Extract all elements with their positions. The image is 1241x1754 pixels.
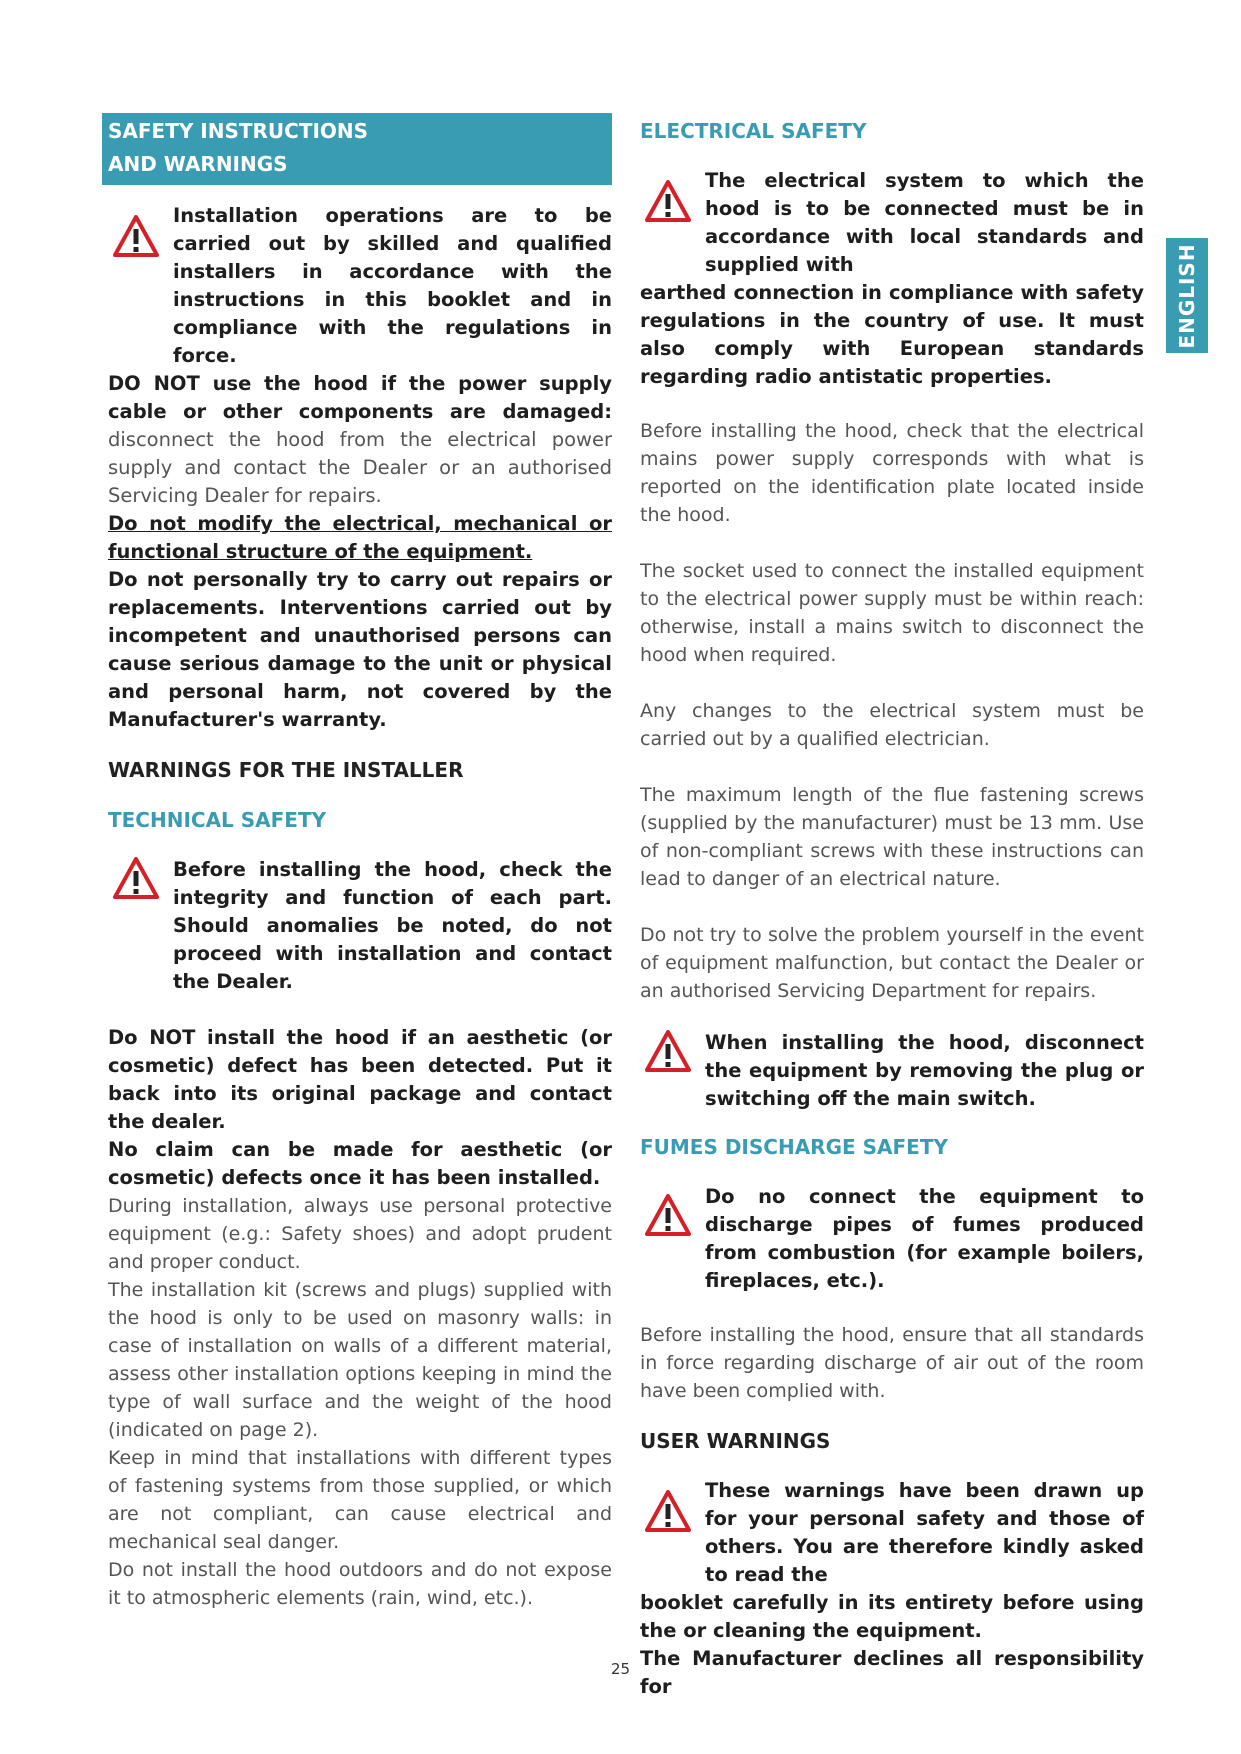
warning-triangle-icon: [644, 179, 692, 223]
section-header-safety: [102, 113, 612, 185]
warning-triangle-icon: [112, 856, 160, 900]
electrical-safety-heading: ELECTRICAL SAFETY: [640, 119, 867, 143]
paragraph-changes: Any changes to the electrical system must be carried out by a qualified electrician.: [640, 700, 1144, 750]
paragraph-kit: The installation kit (screws and plugs) supplied with the hood is only to be used on masonry walls: in case of installation on walls of a different material, assess other installation options keeping in mind the type of wall surface and the weight of the hood (indicated on page 2).: [108, 1279, 612, 1441]
right-column: [640, 113, 1144, 1701]
language-tab-label: ENGLISH: [1175, 242, 1199, 349]
warning-disconnect: [640, 1029, 1144, 1113]
warning-integrity: [108, 856, 612, 996]
paragraph-damaged: DO NOT use the hood if the power supply cable or other components are damaged: disconnect the hood from the electrical power supply and contact the Dealer or an authorised Servicing Dealer for repairs.: [108, 372, 612, 507]
paragraph-aesthetic: Do NOT install the hood if an aesthetic (or cosmetic) defect has been detected. Put it back into its original package and contact the dealer.: [108, 1026, 612, 1133]
warning-text: Installation operations are to be carried out by skilled and qualified installers in accordance with the instructions in this booklet and in compliance with the regulations in force.: [173, 204, 612, 367]
paragraph-ppe: During installation, always use personal protective equipment (e.g.: Safety shoes) and adopt prudent and proper conduct.: [108, 1195, 612, 1273]
user-warnings-heading: USER WARNINGS: [640, 1429, 831, 1453]
paragraph-repairs: Do not personally try to carry out repairs or replacements. Interventions carried out by incompetent and unauthorised persons can cause serious damage to the unit or physical and personal harm, not covered by the Manufacturer's warranty.: [108, 568, 612, 731]
installer-heading: WARNINGS FOR THE INSTALLER: [108, 758, 464, 782]
fumes-safety-heading: FUMES DISCHARGE SAFETY: [640, 1135, 948, 1159]
paragraph-fastening: Keep in mind that installations with different types of fastening systems from those supplied, or which are not compliant, can cause electrical and mechanical seal danger.: [108, 1447, 612, 1553]
language-tab-english: [1166, 238, 1208, 353]
paragraph-standards: Before installing the hood, ensure that all standards in force regarding discharge of air out of the room have been complied with.: [640, 1324, 1144, 1402]
paragraph-declines: The Manufacturer declines all responsibility for: [640, 1647, 1144, 1698]
warning-text: These warnings have been drawn up for your personal safety and those of others. You are therefore kindly asked to read the: [705, 1479, 1144, 1586]
left-column: [108, 113, 612, 1612]
warning-triangle-icon: [644, 1489, 692, 1533]
paragraph-socket: The socket used to connect the installed equipment to the electrical power supply must be within reach: otherwise, install a mains switch to disconnect the hood when required.: [640, 560, 1144, 666]
warning-user: [640, 1477, 1144, 1645]
header-line-2: AND WARNINGS: [108, 152, 288, 176]
warning-text-continued: booklet carefully in its entirety before using the or cleaning the equipment.: [640, 1591, 1144, 1642]
warning-text: Do no connect the equipment to discharge pipes of fumes produced from combustion (for example boilers, fireplaces, etc.).: [705, 1185, 1144, 1292]
warning-electrical-system: [640, 167, 1144, 391]
warning-triangle-icon: [644, 1193, 692, 1237]
warning-text: When installing the hood, disconnect the equipment by removing the plug or switching off the main switch.: [705, 1031, 1144, 1110]
paragraph-plate: Before installing the hood, check that the electrical mains power supply corresponds with what is reported on the identification plate located inside the hood.: [640, 420, 1144, 526]
page-number: 25: [610, 1660, 631, 1678]
paragraph-claim: No claim can be made for aesthetic (or cosmetic) defects once it has been installed.: [108, 1138, 612, 1189]
warning-text-continued: earthed connection in compliance with safety regulations in the country of use. It must also comply with European standards regarding radio antistatic properties.: [640, 281, 1144, 388]
warning-triangle-icon: [644, 1029, 692, 1073]
technical-safety-heading: TECHNICAL SAFETY: [108, 808, 327, 832]
paragraph-problem: Do not try to solve the problem yourself in the event of equipment malfunction, but contact the Dealer or an authorised Servicing Department for repairs.: [640, 924, 1144, 1002]
paragraph-outdoors: Do not install the hood outdoors and do not expose it to atmospheric elements (rain, wind, etc.).: [108, 1559, 612, 1609]
warning-triangle-icon: [112, 214, 160, 258]
header-line-1: SAFETY INSTRUCTIONS: [108, 119, 369, 143]
paragraph-screws: The maximum length of the flue fastening screws (supplied by the manufacturer) must be 13 mm. Use of non-compliant screws with these instructions can lead to danger of an electrical nature.: [640, 784, 1144, 890]
paragraph-modify: Do not modify the electrical, mechanical or functional structure of the equipment.: [108, 512, 612, 563]
warning-installation: [108, 202, 612, 370]
warning-text: The electrical system to which the hood is to be connected must be in accordance with local standards and supplied with: [705, 169, 1144, 276]
warning-fumes: [640, 1183, 1144, 1295]
warning-text: Before installing the hood, check the integrity and function of each part. Should anomalies be noted, do not proceed with installation and contact the Dealer.: [173, 858, 612, 993]
